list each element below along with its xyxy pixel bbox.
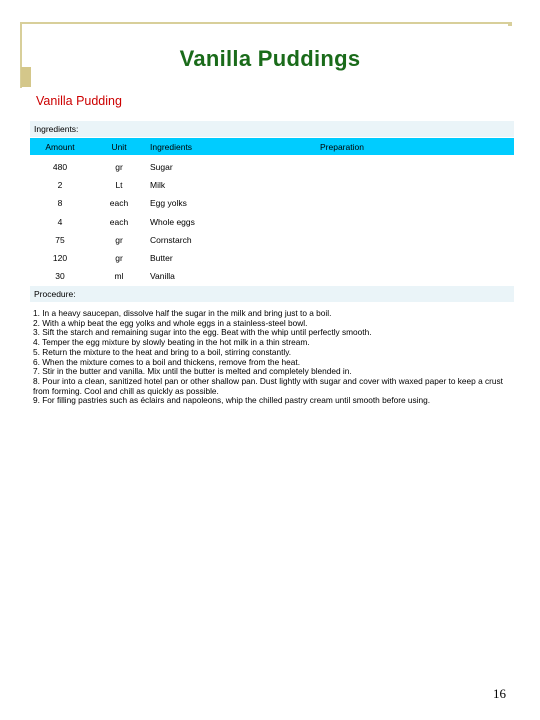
row-unit: gr [115,162,123,172]
procedure-label: Procedure: [34,289,76,299]
procedure-step: 7. Stir in the butter and vanilla. Mix until the butter is melted and completely blended in. [33,366,352,377]
ingredients-label-band [30,121,514,137]
row-amount: 120 [52,253,68,263]
procedure-step: 5. Return the mixture to the heat and bring to a boil, stirring constantly. [33,346,292,357]
frame-corner-end [508,22,512,26]
header-unit: Unit [111,142,127,152]
header-ingredients: Ingredients [150,142,193,152]
row-unit: ml [114,271,124,281]
procedure-step: 1. In a heavy saucepan, dissolve half the sugar in the milk and bring just to a boil. [33,308,332,318]
header-preparation: Preparation [320,142,364,152]
row-amount: 8 [57,198,63,208]
frame-top-border [20,22,512,24]
row-ingredient: Butter [150,253,173,263]
row-amount: 2 [57,180,63,190]
procedure-step: 3. Sift the starch and remaining sugar into the egg. Beat with the whip until perfectly smooth. [33,327,372,338]
recipe-title: Vanilla Pudding [36,94,122,108]
procedure-step: 2. With a whip beat the egg yolks and whole eggs in a stainless-steel bowl. [33,317,308,328]
row-amount: 480 [52,162,68,172]
ingredients-label: Ingredients: [34,124,79,134]
row-amount: 4 [57,217,63,227]
row-amount: 75 [55,235,65,245]
row-unit: gr [115,235,123,245]
row-ingredient: Milk [150,180,166,190]
row-amount: 30 [55,271,65,281]
procedure-step: 6. When the mixture comes to a boil and thickens, remove from the heat. [33,356,301,367]
procedure-step: 8. Pour into a clean, sanitized hotel pan or other shallow pan. Dust lightly with sugar and cover with waxed paper to keep a crust from forming. Cool and chill as quickly as possible. [33,375,503,396]
procedure-step: 9. For filling pastries such as éclairs and napoleons, whip the chilled pastry cream until smooth before using. [33,395,431,406]
procedure-steps [33,309,517,406]
header-amount: Amount [45,142,75,152]
row-unit: Lt [115,180,123,190]
row-ingredient: Whole eggs [150,217,195,227]
row-unit: each [109,198,129,208]
row-unit: each [109,217,129,227]
row-ingredient: Vanilla [150,271,175,281]
page-number: 16 [493,686,506,701]
page-title: Vanilla Puddings [179,46,361,71]
row-ingredient: Sugar [150,162,173,172]
row-unit: gr [115,253,123,263]
row-ingredient: Cornstarch [150,235,192,245]
procedure-label-band [30,286,514,302]
row-ingredient: Egg yolks [150,198,187,208]
procedure-step: 4. Temper the egg mixture by slowly beating in the hot milk in a thin stream. [33,337,310,348]
